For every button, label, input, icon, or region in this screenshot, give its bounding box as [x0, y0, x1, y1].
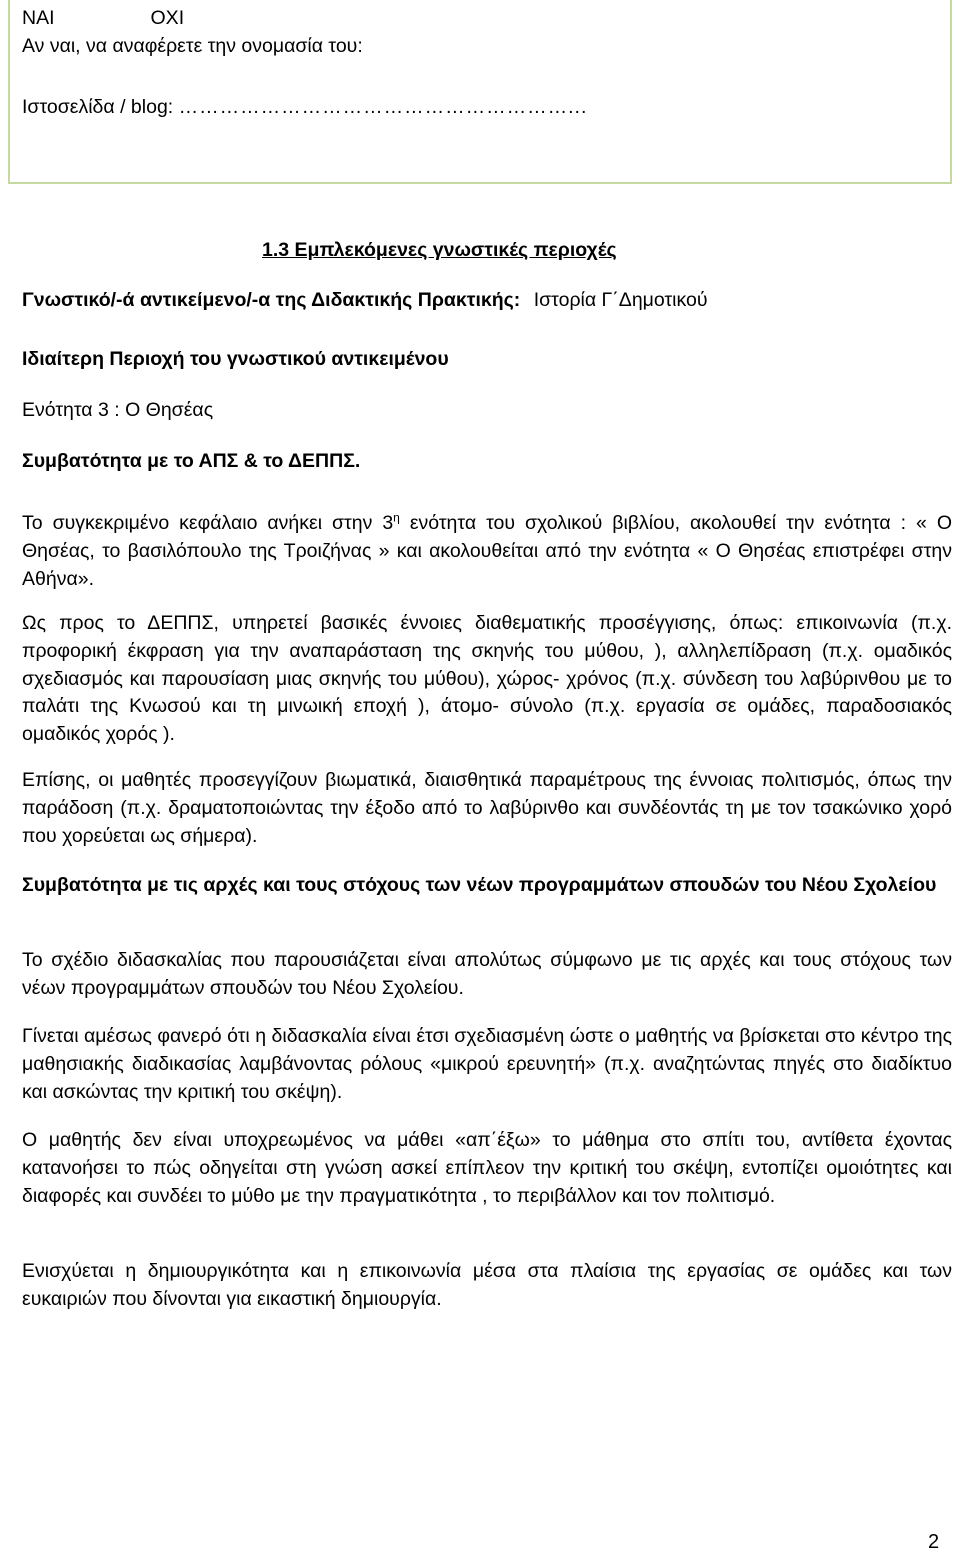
- paragraph-4: Το σχέδιο διδασκαλίας που παρουσιάζεται είναι απολύτως σύμφωνο με τις αρχές και τους στόχους των νέων προγραμμάτων σπουδών του Νέου Σχολείου.: [22, 949, 952, 999]
- subject-row: [22, 288, 708, 312]
- website-label: Ιστοσελίδα / blog:: [22, 96, 174, 118]
- compat-label: Συμβατότητα με το ΑΠΣ & το ΔΕΠΠΣ.: [22, 450, 361, 472]
- if-yes-label: Αν ναι, να αναφέρετε την ονομασία του:: [22, 35, 363, 57]
- paragraph-5: Γίνεται αμέσως φανερό ότι η διδασκαλία είναι έτσι σχεδιασμένη ώστε ο μαθητής να βρίσκεται στο κέντρο της μαθησιακής διαδικασίας λαμβάνοντας ρόλους «μικρού ερευνητή» (π.χ. αναζητώντας πηγές στο διαδίκτυο και ασκώντας την κριτική του σκέψη).: [22, 1025, 952, 1103]
- yes-option[interactable]: ΝΑΙ: [22, 7, 55, 29]
- unit-label: Ενότητα 3 : Ο Θησέας: [22, 399, 214, 421]
- subject-value: Ιστορία Γ΄Δημοτικού: [533, 289, 708, 311]
- paragraph-1: Το συγκεκριμένο κεφάλαιο ανήκει στην $3^\eta$ ενότητα του σχολικού βιβλίου, ακολουθεί την ενότητα : « Ο Θησέας, το βασιλόπουλο της Τροιζήνας » και ακολουθείται από την ενότητα « Ο Θησέας επιστρέφει στην Αθήνα».: [22, 510, 952, 590]
- no-option[interactable]: ΟΧΙ: [150, 7, 185, 29]
- paragraph-3: Επίσης, οι μαθητές προσεγγίζουν βιωματικά, διαισθητικά παραμέτρους της έννοιας πολιτισμός, όπως την παράδοση (π.χ. δραματοποιώντας την έξοδο από το λαβύρινθο και συνδέοντάς τη με τον τσακώνικο χορό που χορεύεται ως σήμερα).: [22, 769, 952, 847]
- paragraph-6: Ο μαθητής δεν είναι υποχρεωμένος να μάθει «απ΄έξω» το μάθημα στο σπίτι του, αντίθετα έχοντας κατανοήσει το πώς οδηγείται στη γνώση ασκεί επίπλεον την κριτική του σκέψη, εντοπίζει ομοιότητες και διαφορές και συνδέει το μύθο με την πραγματικότητα , το περιβάλλον και τον πολιτισμό.: [22, 1129, 952, 1207]
- section-title: 1.3 Εμπλεκόμενες γνωστικές περιοχές: [262, 239, 617, 261]
- website-row: [22, 95, 587, 119]
- specific-area-label: Ιδιαίτερη Περιοχή του γνωστικού αντικειμένου: [22, 348, 449, 370]
- paragraph-2: Ως προς το ΔΕΠΠΣ, υπηρετεί βασικές έννοιες διαθεματικής προσέγγισης, όπως: επικοινωνία (π.χ. προφορική έκφραση για την αναπαράσταση της σκηνής του μύθου, ), αλληλεπίδραση (π.χ. ομαδικός σχεδιασμός και παρουσίαση μιας σκηνής του μύθου), χώρος- χρόνος (π.χ. σύνδεση του λαβύρινθου με το παλάτι της Κνωσού και τη μινωική εποχή ), άτομο- σύνολο (π.χ. εργασία σε ομάδες, παραδοσιακός ομαδικός χορός ).: [22, 612, 952, 746]
- page-number: 2: [928, 1531, 940, 1553]
- yes-no-row: [22, 6, 184, 30]
- subject-label: Γνωστικό/-ά αντικείμενο/-α της Διδακτικής Πρακτικής:: [22, 289, 521, 311]
- website-value[interactable]: …………………………………………………...: [178, 96, 588, 118]
- paragraph-7: Ενισχύεται η δημιουργικότητα και η επικοινωνία μέσα στα πλαίσια της εργασίας σε ομάδες και των ευκαιριών που δίνονται για εικαστική δημιουργία.: [22, 1260, 952, 1310]
- heading-compatibility-new-school: Συμβατότητα με τις αρχές και τους στόχους των νέων προγραμμάτων σπουδών του Νέου Σχολείου: [22, 874, 937, 896]
